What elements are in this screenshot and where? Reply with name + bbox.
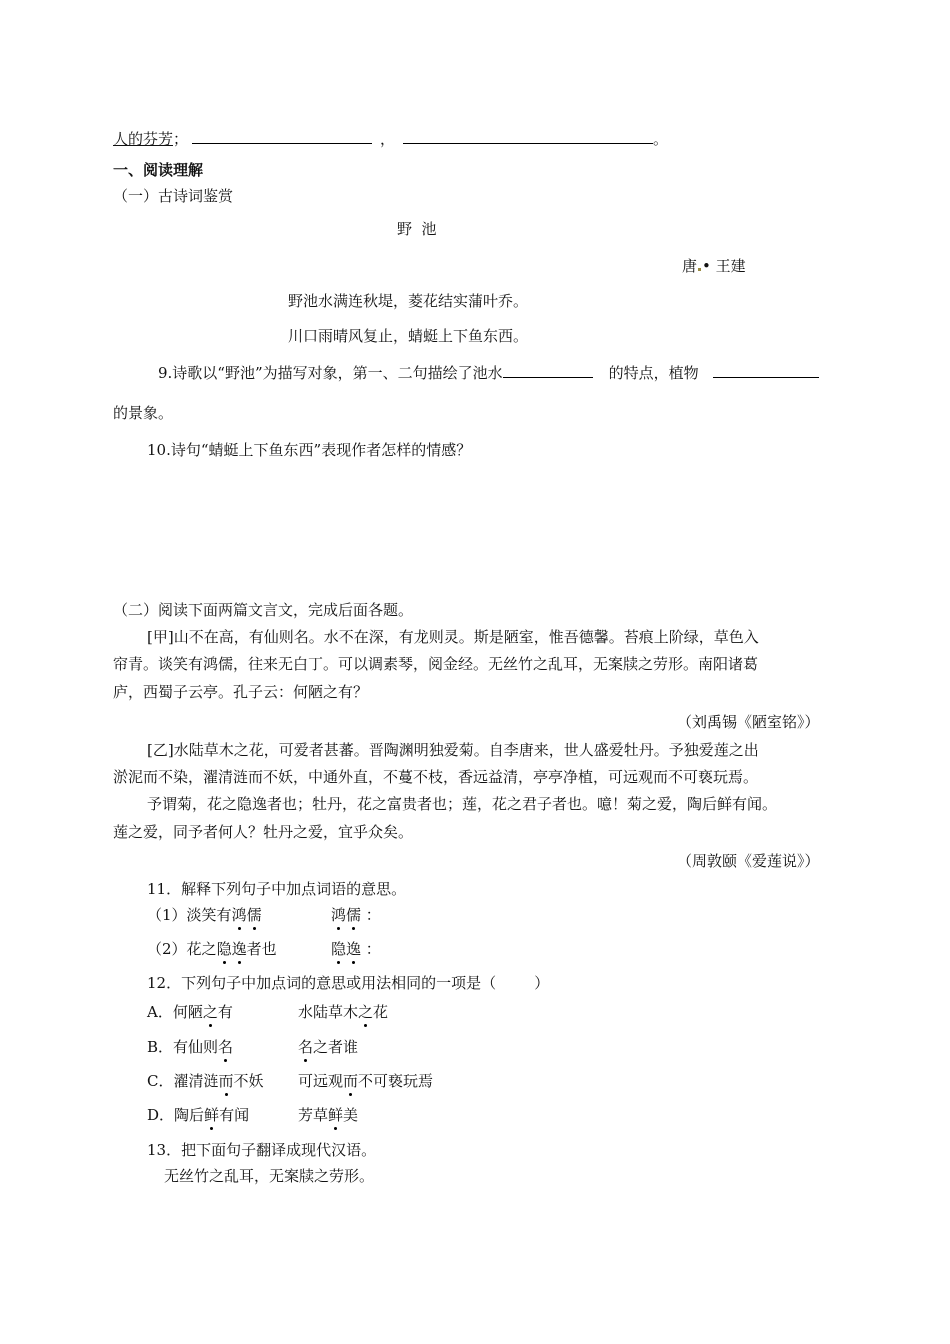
question-11-2 — [147, 939, 277, 959]
section-2-intro: （二）阅读下面两篇文言文，完成后面各题。 — [113, 601, 414, 619]
passage-jia-line-3: 庐，西蜀子云亭。孔子云：何陋之有？ — [113, 683, 369, 701]
q12-a-pre2: 水陆草木 — [298, 1003, 359, 1021]
passage-jia-line-1: [甲]山不在高，有仙则名。水不在深，有龙则灵。斯是陋室，惟吾德馨。苔痕上阶绿，草色入 — [147, 628, 759, 646]
q12-c-post2: 不可亵玩焉 — [358, 1072, 434, 1090]
q12-a-post1: 有 — [217, 1003, 233, 1021]
q12-b-dot1: 名 — [218, 1038, 234, 1056]
q11-2-post: 者也 — [246, 940, 277, 958]
q11-2-pre: 花之 — [186, 940, 217, 958]
section-1-title: 一、阅读理解 — [113, 161, 204, 179]
question-13: 13．把下面句子翻译成现代汉语。 — [147, 1141, 377, 1159]
passage-jia-line-2: 帘青。谈笑有鸿儒，往来无白丁。可以调素琴，阅金经。无丝竹之乱耳，无案牍之劳形。南阳诸葛 — [113, 655, 759, 673]
poem-line-2: 川口雨晴风复止，蜻蜓上下鱼东西。 — [288, 327, 529, 345]
answer-blank-q9-2[interactable] — [713, 363, 819, 378]
question-11: 11．解释下列句子中加点词语的意思。 — [147, 880, 407, 898]
q12-a-label: A． — [147, 1003, 173, 1021]
passage-yi-line-3: 予谓菊，花之隐逸者也；牡丹，花之富贵者也；莲，花之君子者也。噫！菊之爱，陶后鲜有闻。 — [147, 795, 778, 813]
q12-c-pre1: 濯清涟 — [173, 1072, 219, 1090]
fragment-comma: ， — [380, 130, 396, 148]
q12-c-pre2: 可远观 — [298, 1072, 344, 1090]
passage-yi-line-1: [乙]水陆草木之花，可爱者甚蕃。晋陶渊明独爱菊。自李唐来，世人盛爱牡丹。予独爱莲之出 — [147, 741, 759, 759]
q12-d-post1: 有闻 — [219, 1106, 250, 1124]
q12-option-b[interactable] — [147, 1037, 233, 1057]
q12-c-label: C． — [147, 1072, 174, 1090]
q11-1-colon: ： — [361, 906, 381, 924]
fragment-colon: ； — [173, 130, 189, 148]
q12-d-dot1: 鲜 — [204, 1106, 220, 1124]
q11-2-term — [331, 939, 381, 959]
q11-2-colon: ： — [361, 940, 381, 958]
q12-b-pre1: 有仙则 — [173, 1038, 219, 1056]
q9-text-b: 的特点，植物 — [608, 364, 699, 382]
q11-1-pre: 淡笑有 — [186, 906, 232, 924]
q12-b-label: B． — [147, 1038, 174, 1056]
q11-1-dotted-1: 鸿 — [231, 906, 247, 924]
q11-1-term-b: 儒 — [346, 906, 362, 924]
poem-line-1: 野池水满连秋堤，菱花结实蒲叶乔。 — [288, 292, 529, 310]
passage-yi-line-2: 淤泥而不染，濯清涟而不妖，中通外直，不蔓不枝，香远益清，亭亭净植，可远观而不可亵玩焉。 — [113, 768, 759, 786]
answer-blank-2[interactable] — [403, 129, 653, 144]
question-10: 10.诗句“蜻蜓上下鱼东西”表现作者怎样的情感？ — [147, 441, 472, 459]
q12-a-dot2: 之 — [358, 1003, 374, 1021]
q11-2-dotted-2: 逸 — [231, 940, 247, 958]
q11-2-num: （2） — [147, 940, 187, 958]
q12-d-dot2: 鲜 — [328, 1106, 344, 1124]
q12-option-b-right — [298, 1037, 358, 1057]
question-12: 12．下列句子中加点词的意思或用法相同的一项是（ ） — [147, 974, 550, 992]
q12-d-pre2: 芳草 — [298, 1106, 329, 1124]
fragment-end: 。 — [653, 130, 669, 148]
q12-b-dot2: 名 — [298, 1038, 314, 1056]
q11-2-term-b: 逸 — [346, 940, 362, 958]
q12-option-a[interactable] — [147, 1002, 233, 1022]
q9-text-c: 的景象。 — [113, 404, 174, 422]
q12-c-post1: 不妖 — [233, 1072, 264, 1090]
q12-option-a-right — [298, 1002, 388, 1022]
q11-1-num: （1） — [147, 906, 187, 924]
question-9 — [158, 363, 819, 383]
q12-d-label: D． — [147, 1106, 175, 1124]
q11-1-dotted-2: 儒 — [246, 906, 262, 924]
q12-option-c-right — [298, 1071, 433, 1091]
q12-option-d-right — [298, 1105, 358, 1125]
fragment-line — [113, 129, 668, 149]
q12-b-post2: 之者谁 — [313, 1038, 359, 1056]
q12-option-d[interactable] — [147, 1105, 249, 1125]
q12-a-post2: 花 — [373, 1003, 389, 1021]
passage-yi-source: （周敦颐《爱莲说》） — [677, 852, 820, 870]
section-1-sub: （一）古诗词鉴赏 — [113, 187, 234, 205]
q12-a-pre1: 何陋 — [172, 1003, 203, 1021]
q12-c-dot2: 而 — [343, 1072, 359, 1090]
question-11-1 — [147, 905, 262, 925]
q11-1-term — [331, 905, 381, 925]
poem-author — [682, 256, 746, 276]
passage-jia-source: （刘禹锡《陋室铭》） — [677, 713, 820, 731]
poem-dynasty: 唐 — [682, 257, 698, 275]
q11-2-term-a: 隐 — [331, 940, 347, 958]
q11-1-term-a: 鸿 — [331, 906, 347, 924]
q12-d-pre1: 陶后 — [174, 1106, 205, 1124]
q13-sentence: 无丝竹之乱耳，无案牍之劳形。 — [164, 1167, 375, 1185]
poem-author-name: • 王建 — [702, 257, 746, 275]
poem-title: 野 池 — [397, 220, 437, 238]
q9-text-a: 9.诗歌以“野池”为描写对象，第一、二句描绘了池水 — [158, 364, 503, 382]
q12-a-dot1: 之 — [202, 1003, 218, 1021]
q12-c-dot1: 而 — [218, 1072, 234, 1090]
answer-blank-q9-1[interactable] — [503, 363, 593, 378]
decorative-dot — [698, 268, 701, 271]
q11-2-dotted-1: 隐 — [216, 940, 232, 958]
q12-d-post2: 美 — [343, 1106, 359, 1124]
q12-option-c[interactable] — [147, 1071, 264, 1091]
passage-yi-line-4: 莲之爱，同予者何人？牡丹之爱，宜乎众矣。 — [113, 823, 414, 841]
fragment-start: 人的芬芳 — [113, 130, 174, 148]
answer-blank-1[interactable] — [192, 129, 372, 144]
